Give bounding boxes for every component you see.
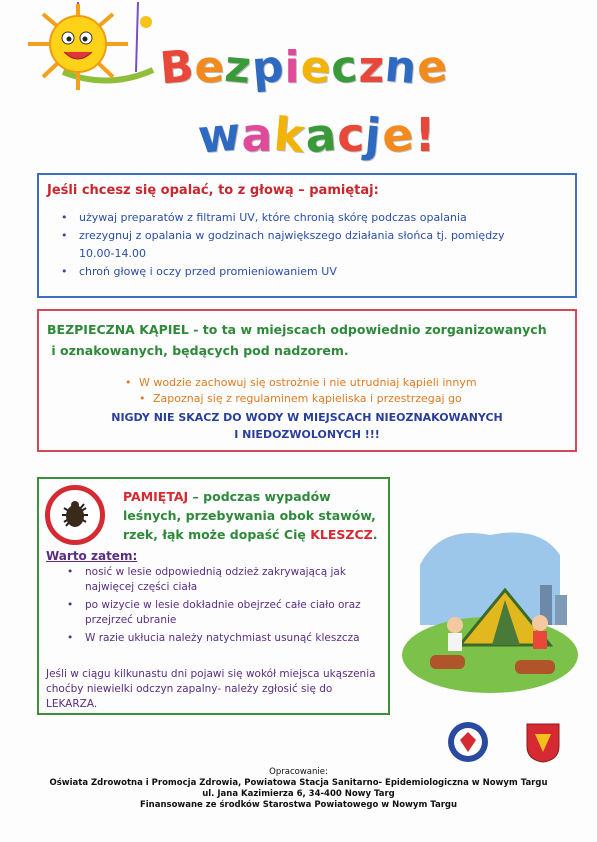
footer: Opracowanie: Oświata Zdrowotna i Promocja Zdrowia, Powiatowa Stacja Sanitarno- Epidemiologiczna w Nowym Targu ul. Jana Kazimierza 6, 34-400 Nowy Targ Finansowane ze środków Starostwa Powiatowego w Nowym Targu — [49, 767, 548, 810]
tick-heading: PAMIĘTAJ – podczas wypadów leśnych, przebywania obok stawów, rzek, łąk może dopaść Cię KLESZCZ. — [123, 489, 378, 542]
title-letter: c — [329, 40, 361, 95]
title-letter: p — [249, 40, 287, 95]
list-item: • nosić w lesie odpowiednią odzież zakrywającą jak najwięcej części ciała — [63, 565, 383, 595]
list-item: • używaj preparatów z filtrami UV, które chronią skórę podczas opalania — [61, 209, 504, 227]
camping-illustration — [400, 505, 580, 695]
list-item: • zrezygnuj z opalania w godzinach największego działania słońca tj. pomiędzy 10.00-14.00 — [61, 227, 504, 263]
list-item: • chroń głowę i oczy przed promieniowaniem UV — [61, 263, 504, 281]
bathing-title: BEZPIECZNA KĄPIEL - to ta w miejscach odpowiednio zorganizowanych i oznakowanych, będących pod nadzorem. — [47, 322, 547, 358]
list-item: • po wizycie w lesie dokładnie obejrzeć całe ciało oraz przejrzeć ubranie — [63, 598, 383, 628]
title-letter: c — [337, 108, 366, 162]
tick-footnote: Jeśli w ciągu kilkunastu dni pojawi się wokół miejsca ukąszenia choćby niewielki odczyn zapalny- należy zgłosić się do LEKARZA. — [46, 668, 376, 710]
title-letter: i — [284, 42, 301, 93]
title-letter: e — [379, 106, 417, 164]
tick-subheading: Warto zatem: — [46, 549, 138, 563]
list-item: • Zapoznaj się z regulaminem kąpieliska i przestrzegaj go — [139, 391, 477, 407]
title-letter: e — [194, 42, 226, 93]
title-letter: z — [358, 42, 386, 93]
title-letter: n — [382, 40, 420, 95]
title-letter: a — [241, 108, 274, 162]
title-letter: e — [415, 40, 451, 95]
tick-box — [37, 477, 390, 715]
bathing-box — [37, 309, 577, 452]
title-line-2 — [195, 106, 437, 164]
sunbathing-list — [61, 209, 504, 281]
sunbathing-box — [37, 173, 577, 298]
sanepid-logo — [446, 720, 490, 764]
title-letter: k — [271, 106, 308, 164]
tick-list — [63, 565, 383, 649]
title-line-1 — [157, 40, 451, 95]
bathing-warning: NIGDY NIE SKACZ DO WODY W MIEJSCACH NIEOZNAKOWANYCH I NIEDOZWOLONYCH !!! — [111, 411, 503, 441]
bathing-list — [125, 375, 477, 407]
sun-swing-illustration — [18, 2, 168, 102]
sunbathing-title: Jeśli chcesz się opalać, to z głową – pamiętaj: — [47, 183, 379, 198]
title-letter: ! — [414, 108, 437, 162]
tick-warning-icon — [45, 485, 105, 545]
list-item: • W wodzie zachowuj się ostrożnie i nie utrudniaj kąpieli innym — [125, 375, 477, 391]
list-item: • W razie ukłucia należy natychmiast usunąć kleszcza — [63, 631, 383, 646]
county-coat-of-arms-logo — [523, 718, 563, 764]
title-letter: B — [157, 40, 197, 95]
title-letter: w — [195, 106, 244, 164]
title-letter: j — [363, 107, 385, 163]
title-letter: a — [302, 106, 340, 164]
title-letter: e — [298, 40, 334, 95]
title-letter: z — [223, 40, 255, 95]
